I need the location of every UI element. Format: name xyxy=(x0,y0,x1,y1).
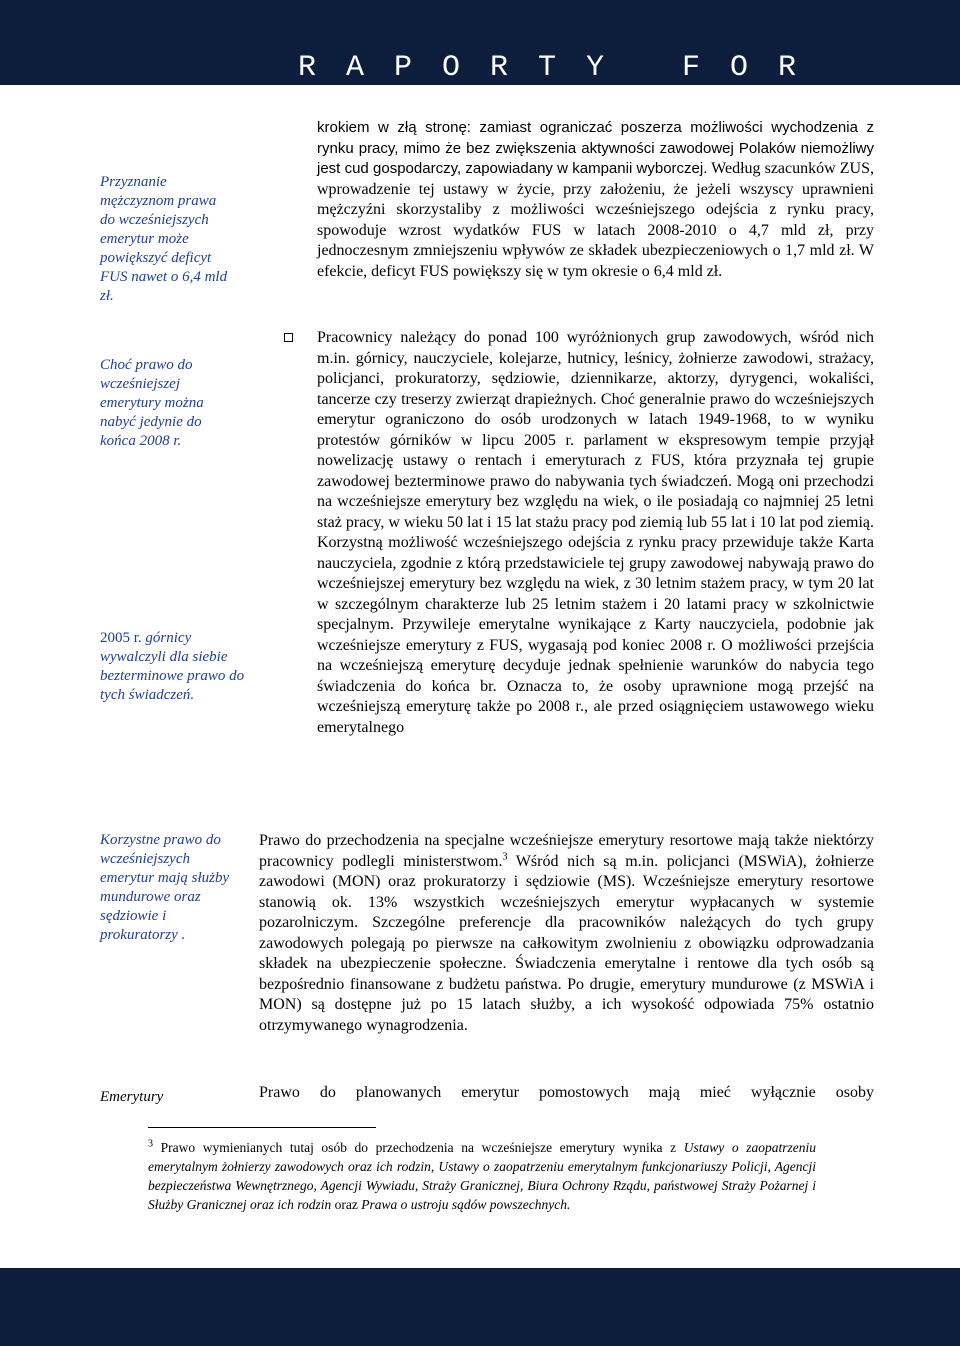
bullet-square-icon xyxy=(284,333,293,342)
sidebar-note-eligibility: Choć prawo do wcześniejszej emerytury można nabyć jedynie do końca 2008 r. xyxy=(100,357,204,449)
header-bar xyxy=(0,0,960,85)
paragraph-bridging-pensions: Prawo do planowanych emerytur pomostowych mają mieć wyłącznie osoby xyxy=(259,1084,874,1101)
paragraph-zus-lead: krokiem w złą stronę: zamiast ograniczać poszerza możliwości wychodzenia z rynku pracy, mimo że bez zwiększenia aktywności zawodowej Polaków niemożliwy jest cud gospodarczy, zapowiadany w kampanii wyborczej. xyxy=(317,119,874,177)
paragraph-zus-estimate xyxy=(317,118,874,282)
sidebar-note-deficit: Przyznanie mężczyznom prawa do wcześniejszych emerytur może powiększyć deficyt FUS nawet o 6,4 mld zł. xyxy=(100,174,228,304)
sidebar-note-miners-year: 2005 r. xyxy=(100,630,142,646)
footnote-number: 3 xyxy=(148,1138,153,1150)
paragraph-departmental-pensions: Prawo do przechodzenia na specjalne wcześniejsze emerytury resortowe mają także niektórzy pracownicy podlegli ministerstwom.$^3$ Wśród nich są m.in. policjanci (MSWiA), żołnierze zawodowi (MON) oraz prokuratorzy i sędziowie (MS). Wcześniejsze emerytury resortowe stanowią ok. 13% wszystkich wcześniejszych emerytur wypłacanych w systemie pozarolniczym. Szczególne preferencje dla pracowników należących do tych grupy zawodowych polegają po pierwsze na całkowitym zwolnieniu z obowiązku odprowadzania składek na ubezpieczenie społeczne. Świadczenia emerytalne i rentowe dla tych osób są bezpośrednio finansowane z budżetu państwa. Po drugie, emerytury mundurowe (z MSWiA i MON) są dostępne już po 15 latach służby, a ich wysokość odpowiada 75% ostatnio otrzymywanego wynagrodzenia. xyxy=(259,832,874,1034)
paragraph-zus-body: Według szacunków ZUS, wprowadzenie tej ustawy w życie, przy założeniu, że jeżeli wszyscy uprawnieni mężczyźni skorzystaliby z możliwości wcześniejszego odejścia z rynku pracy, spowoduje wzrost wydatków FUS w latach 2008-2010 o 4,7 mld zł, przy jednoczesnym zmniejszeniu wpływów ze składek ubezpieczeniowych o 1,7 mld zł. W efekcie, deficyt FUS powiększy się w tym okresie o 6,4 mld zł. xyxy=(317,160,874,280)
footer-bar xyxy=(0,1268,960,1346)
sidebar-note-uniformed: Korzystne prawo do wcześniejszych emerytur mają służby mundurowe oraz sędziowie i prokuratorzy . xyxy=(100,832,230,943)
sidebar-note-miners-text: górnicy wywalczyli dla siebie bezterminowe prawo do tych świadczeń. xyxy=(100,630,245,703)
footnote-divider xyxy=(148,1127,376,1128)
header-title: R A P O R T Y F O R xyxy=(298,51,803,85)
footnote-ref-3: 3 xyxy=(502,851,508,863)
sidebar-note-pensions: Emerytury xyxy=(100,1089,164,1105)
bullet-text-professions: Pracownicy należący do ponad 100 wyróżnionych grup zawodowych, wśród nich m.in. górnicy, nauczyciele, kolejarze, hutnicy, leśnicy, żołnierze zawodowi, strażacy, policjanci, prokuratorzy, sędziowie, dziennikarze, aktorzy, dyrygenci, wokaliści, tancerze czy treserzy zwierząt drapieżnych. Choć generalnie prawo do wcześniejszych emerytur ograniczono do osób urodzonych w latach 1949-1968, to w wyniku protestów górników w lipcu 2005 r. parlament w ekspresowym tempie przyjął nowelizację ustawy o rentach i emeryturach z FUS, która przyznała tej grupie zawodowej bezterminowe prawo do nabywania tych świadczeń. Mogą oni przechodzi na wcześniejsze emerytury bez względu na wiek, o ile posiadają co najmniej 25 letni staż pracy, w wieku 50 lat i 15 lat stażu pracy pod ziemią lub 55 lat i 10 lat pod ziemią. Korzystną możliwość wcześniejszego odejścia z rynku pracy przewiduje także Karta nauczyciela, zgodnie z którą przedstawiciele tej grupy zawodowej nabywają prawo do wcześniejszej emerytury bez względu na wiek, z 30 letnim stażem pracy, w tym 20 lat w szczególnym charakterze lub 25 letnim stażem i 20 latami pracy w szkolnictwie specjalnym. Przywileje emerytalne wynikające z Karty nauczyciela, podobnie jak wcześniejsze emerytury z FUS, wygasają pod koniec 2008 r. O możliwości przejścia na wcześniejszą emeryturę decyduje jednak spełnienie warunków do nabycia tego świadczenia do końca br. Oznacza to, że osoby uprawnione mogą przejść na wcześniejszą emeryturę także po 2008 r., ale przed osiągnięciem ustawowego wieku emerytalnego xyxy=(317,329,875,736)
footnote-3: $^3$ Prawo wymienianych tutaj osób do przechodzenia na wcześniejsze emerytury wynika z Ustawy o zaopatrzeniu emerytalnym żołnierzy zawodowych oraz ich rodzin, Ustawy o zaopatrzeniu emerytalnym funkcjonariuszy Policji, Agencji bezpieczeństwa Wewnętrznego, Agencji Wywiadu, Straży Granicznej, Biura Ochrony Rządu, państwowej Straży Pożarnej i Służby Granicznej oraz ich rodzin oraz Prawa o ustroju sądów powszechnych. xyxy=(148,1138,816,1212)
sidebar-note-miners xyxy=(100,629,245,705)
